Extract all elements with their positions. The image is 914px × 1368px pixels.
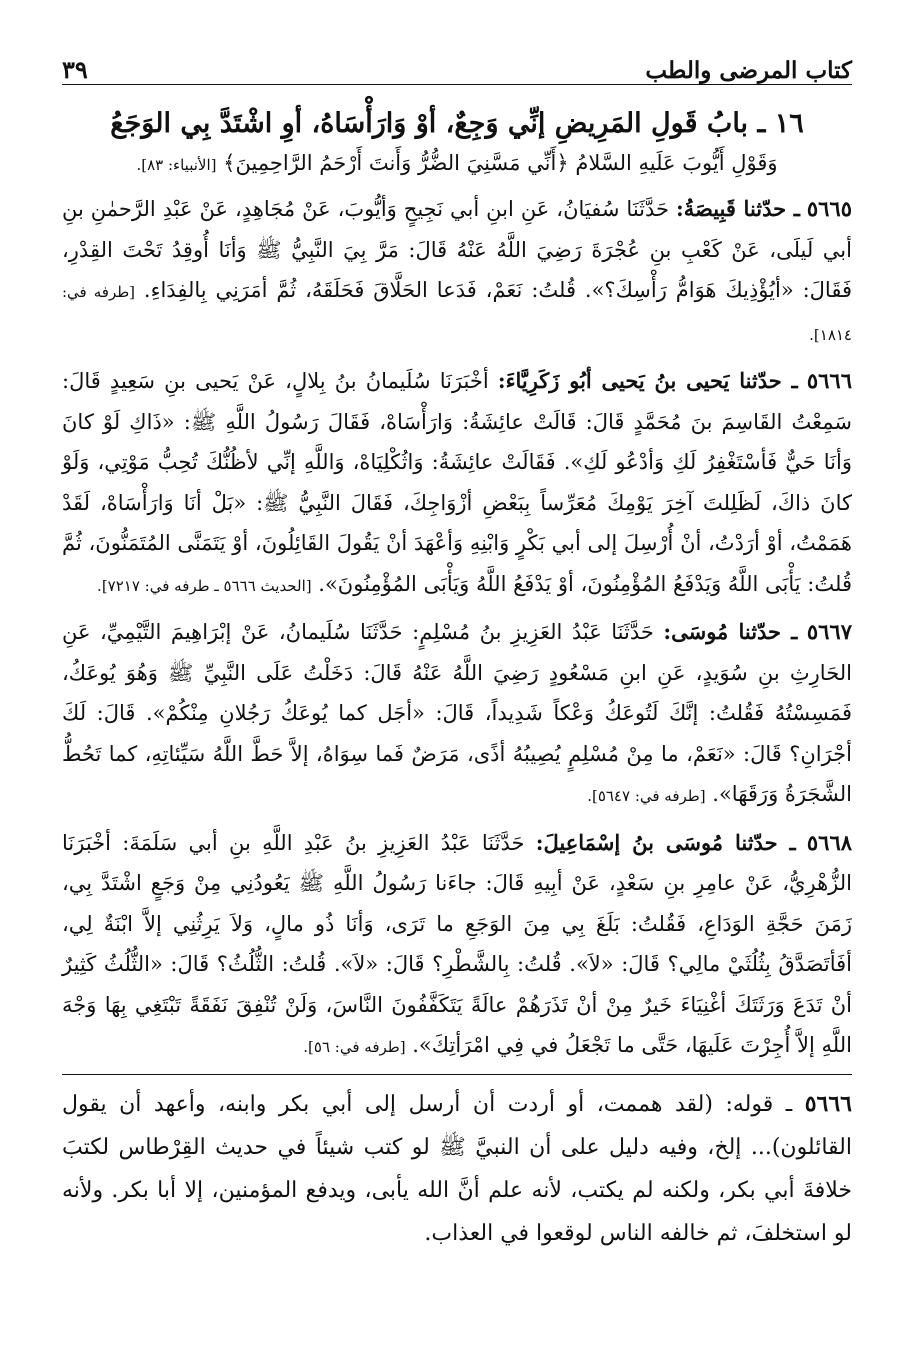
chapter-sub-text: وَقَوْلِ أَيُّوبَ عَلَيهِ السَّلامُ ﴿أَنِّي مَسَّنِيَ الضُّرُّ وَأَنتَ أَرْحَمُ الرَّاحِمِينَ﴾	[223, 151, 778, 175]
hadith-narrator: ـ حدّثنا قَبِيصَةُ:	[676, 196, 800, 221]
hadith-paragraph	[62, 189, 852, 355]
running-title: كتاب المرضى والطب	[645, 57, 852, 84]
commentary-paragraph	[62, 1083, 852, 1255]
commentary-text: ـ قوله: (لقد هممت، أو أردت أن أرسل إلى أبي بكر وابنه، وأعهد أن يقول القائلون)... إلخ، وفيه دليل على أن النبيَّ ﷺ لو كتب شيئاً في حديث القِرْطاس لكتبَ خلافةَ أبي بكر، ولكنه لم يكتب، لأنه علم أنَّ الله يأبى، ويدفع المؤمنين، إلا أبا بكر. ولأنه لو استخلفَ، ثم خالفه الناس لوقعوا في العذاب.	[62, 1091, 852, 1246]
hadith-paragraph	[62, 823, 852, 1068]
hadith-narrator: ـ حدّثنا مُوسَى بنُ إسْمَاعِيلَ:	[535, 829, 796, 855]
hadith-narrator: ـ حدّثنا يَحيى بنُ يَحيى أبُو زَكَرِيَّاءَ:	[497, 368, 798, 393]
hadith-paragraph	[62, 612, 852, 817]
footnote-divider	[62, 1074, 852, 1075]
page-header	[62, 50, 852, 85]
hadith-text: حَدَّثَنَا عَبْدُ العَزِيزِ بنُ عَبْدِ اللَّهِ بنِ أبي سَلَمَةَ: أخْبَرَنَا الزُّهْرِيُّ، عَنْ عامِرِ بنِ سَعْدٍ، عَنْ أبِيهِ قَالَ: جاءَنا رَسُولُ اللَّهِ ﷺ يَعُودُنِي مِنْ وَجَعٍ اشْتَدَّ بِي، زَمَنَ حَجَّةِ الوَدَاعِ، فَقُلتُ: بَلَغَ بِي مِنَ الوَجَعِ ما تَرَى، وَأنَا ذُو مالٍ، وَلاَ يَرِثُنِي إلاَّ ابْنَةٌ لِي، أفَأتَصَدَّقُ بِثُلُثَيْ مالِي؟ قَالَ: «لاَ». قُلتُ: بِالشَّطْرِ؟ قَالَ: «لاَ». قُلتُ: الثُّلُثُ؟ قَالَ: «الثُّلُثُ كَثِيرٌ أنْ تَدَعَ وَرَثَتَكَ أغْنِيَاءَ خَيرٌ مِنْ أنْ تَذَرَهُمْ عالَةً يَتَكَفَّفُونَ النَّاسَ، وَلَنْ تُنْفِقَ نَفَقَةً تَبْتَغِي بِهَا وَجْهَ اللَّهِ إلاَّ أُجِرْتَ عَلَيهَا، حَتَّى ما تَجْعَلُ في فِي امْرَأتِكَ».	[62, 830, 852, 1057]
commentary-number: ٥٦٦٦	[804, 1090, 852, 1117]
hadith-text: حَدَّثَنَا عَبْدُ العَزِيزِ بنُ مُسْلِمٍ: حَدَّثَنَا سُلَيمانُ، عَنْ إبْرَاهِيمَ التَّيْمِيِّ، عَنِ الحَارِثِ بنِ سُوَيدٍ، عَنِ ابنِ مَسْعُودٍ رَضِيَ اللَّهُ عَنْهُ قَالَ: دَخَلْتُ عَلَى النَّبِيِّ ﷺ وَهُوَ يُوعَكُ، فَمَسِسْتُهُ فَقُلتُ: إنَّكَ لَتُوعَكُ وَعْكاً شَدِيداً، قَالَ: «أجَل كما يُوعَكُ رَجُلانِ مِنْكُمْ». قَالَ: لَكَ أجْرَانِ؟ قَالَ: «نَعَمْ، ما مِنْ مُسْلِمٍ يُصِيبُهُ أذًى، مَرَضٌ فَما سِوَاهُ، إلاَّ حَطَّ اللَّهُ سَيِّئاتِهِ، كما تَحُطُّ الشَّجَرَةُ وَرَقَهَا».	[62, 620, 852, 806]
hadith-text: أخْبَرَنَا سُلَيمانُ بنُ بِلالٍ، عَنْ يَحيى بنِ سَعِيدٍ قَالَ: سَمِعْتُ القَاسِمَ بنَ مُحَمَّدٍ قَالَ: قَالَتْ عائِشَةُ: وَارَأْسَاهْ، فَقَالَ رَسُولُ اللَّهِ ﷺ: «ذَاكِ لَوْ كانَ وَأنَا حَيٌّ فَأسْتَغْفِرُ لَكِ وَأدْعُو لَكِ». فَقَالَتْ عائِشَةُ: وَاثُكْلِيَاهْ، وَاللَّهِ إنِّي لأظُنُّكَ تُحِبُّ مَوْتِي، وَلَوْ كانَ ذاكَ، لَظَلِلتَ آخِرَ يَوْمِكَ مُعَرِّساً بِبَعْضِ أزْوَاجِكَ، فَقَالَ النَّبِيُّ ﷺ: «بَلْ أنَا وَارَأْسَاهْ، لَقَدْ هَمَمْتُ، أوْ أرَدْتُ، أنْ أُرْسِلَ إلى أبي بَكْرٍ وَابْنِهِ وَأعْهَدَ أنْ يَقُولَ القَائِلُونَ، أوْ يَتَمَنَّى المُتَمَنُّونَ، ثُمَّ قُلتُ: يَأْبَى اللَّهُ وَيَدْفَعُ المُؤْمِنُونَ، أوْ يَدْفَعُ اللَّهُ وَيَأْبَى المُؤْمِنُونَ».	[62, 369, 852, 596]
hadith-ref: [طرفه في: ٥٦٤٧].	[587, 787, 706, 805]
chapter-subheading	[62, 145, 852, 183]
hadith-paragraph	[62, 361, 852, 606]
page-number: ٣٩	[62, 55, 88, 84]
hadith-number: ٥٦٦٥	[806, 196, 852, 221]
hadith-number: ٥٦٦٧	[806, 619, 852, 644]
hadith-narrator: ـ حدّثنا مُوسَى:	[663, 619, 798, 644]
hadith-number: ٥٦٦٦	[806, 368, 852, 393]
hadith-text: حَدَّثَنَا سُفيَانُ، عَنِ ابنِ أبي نَجِيحٍ وَأيُّوبَ، عَنْ مُجَاهِدٍ، عَنْ عَبْدِ الرَّحمٰنِ بنِ أبي لَيلَى، عَنْ كَعْبِ بنِ عُجْرَةَ رَضِيَ اللَّهُ عَنْهُ قَالَ: مَرَّ بِيَ النَّبِيُّ ﷺ وَأنَا أُوقِدُ تَحْتَ القِدْرِ، فَقَالَ: «أيُؤْذِيكَ هَوَامُّ رَأْسِكَ؟». قُلتُ: نَعَمْ، فَدَعا الحَلَّاقَ فَحَلَقَهُ، ثُمَّ أمَرَنِي بِالفِدَاءِ.	[62, 197, 852, 302]
chapter-sub-ref: [الأنبياء: ٨٣].	[136, 156, 217, 174]
chapter-heading: ١٦ ـ بابُ قَولِ المَرِيضِ إنِّي وَجِعٌ، أوْ وَارَأْسَاهُ، أوِ اشْتَدَّ بِي الوَجَعُ	[110, 108, 804, 139]
hadith-number: ٥٦٦٨	[806, 829, 853, 855]
hadith-ref: [طرفه في: ٥٦].	[303, 1038, 406, 1056]
hadith-ref: [طرفه في: ١٨١٤].	[62, 283, 852, 344]
hadith-ref: [الحديث ٥٦٦٦ ـ طرفه في: ٧٢١٧].	[97, 576, 312, 595]
